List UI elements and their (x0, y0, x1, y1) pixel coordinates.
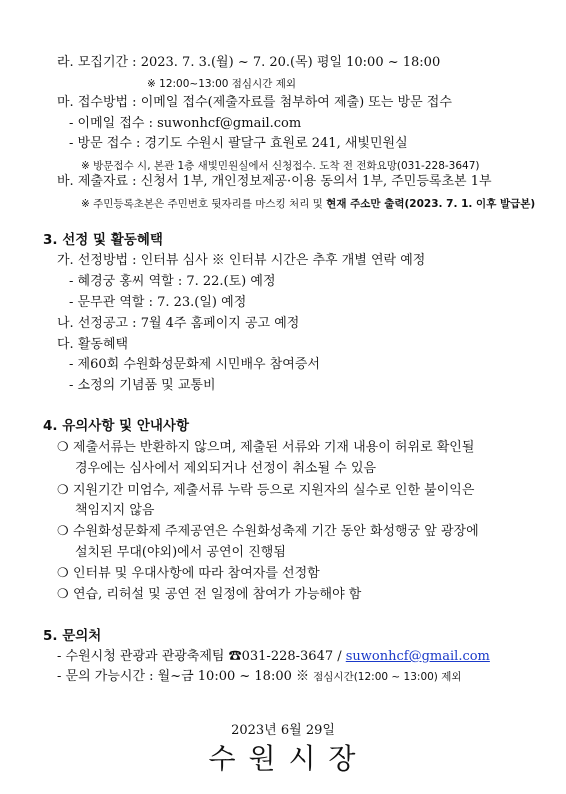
notice-item-3-line-2: 설치된 무대(야외)에서 공연이 진행됨 (75, 545, 286, 560)
notice-item-4 (57, 566, 320, 582)
resident-record-note (81, 196, 535, 212)
lunch-note: ※ 12:00~13:00 점심시간 제외 (147, 78, 296, 90)
selection-method: 가. 선정방법 : 인터뷰 심사 ※ 인터뷰 시간은 추후 개별 연락 예정 (57, 253, 426, 268)
inquiry-hours (57, 669, 462, 685)
section-3-heading: 3. 선정 및 활동혜택 (43, 232, 163, 248)
issue-date: 2023년 6월 29일 (231, 723, 335, 738)
resident-record-note-text: ※ 주민등록초본은 주민번호 뒷자리를 마스킹 처리 및 (81, 198, 327, 210)
email-submission: - 이메일 접수 : suwonhcf@gmail.com (69, 116, 302, 131)
benefit-certificate: - 제60회 수원화성문화제 시민배우 참여증서 (69, 357, 320, 372)
contact-line (57, 649, 490, 665)
submission-documents: 바. 제출자료 : 신청서 1부, 개인정보제공·이용 동의서 1부, 주민등록초본 1부 (57, 174, 492, 189)
role-munmugwan: - 문무관 역할 : 7. 23.(일) 예정 (69, 295, 247, 310)
notice-item-3-line-1: 수원화성문화제 주제공연은 수원화성축제 기간 동안 화성행궁 앞 광장에 (73, 524, 479, 539)
notice-item-1 (57, 440, 474, 456)
inquiry-hours-text: - 문의 가능시간 : 월~금 10:00 ~ 18:00 ※ (57, 669, 314, 684)
selection-announcement: 나. 선정공고 : 7월 4주 홈페이지 공고 예정 (57, 316, 300, 331)
role-hyegyeonggung: - 혜경궁 홍씨 역할 : 7. 22.(토) 예정 (69, 274, 276, 289)
notice-item-1-line-2: 경우에는 심사에서 제외되거나 선정이 취소될 수 있음 (75, 461, 377, 476)
visit-submission: - 방문 접수 : 경기도 수원시 팔달구 효원로 241, 새빛민원실 (69, 136, 408, 151)
bullet-circle-icon: ❍ (57, 566, 69, 581)
inquiry-hours-note: 점심시간(12:00 ~ 13:00) 제외 (313, 671, 462, 683)
resident-record-note-emphasis: 현재 주소만 출력(2023. 7. 1. 이후 발급본) (326, 198, 536, 210)
section-5-heading: 5. 문의처 (43, 628, 102, 644)
notice-item-2-line-2: 책임지지 않음 (75, 503, 155, 518)
contact-email-link[interactable]: suwonhcf@gmail.com (345, 649, 490, 664)
notice-item-5 (57, 587, 361, 603)
benefit-gifts: - 소정의 기념품 및 교통비 (69, 378, 216, 393)
submission-method: 마. 접수방법 : 이메일 접수(제출자료를 첨부하여 제출) 또는 방문 접수 (57, 95, 452, 110)
section-4-heading: 4. 유의사항 및 안내사항 (43, 418, 189, 434)
bullet-circle-icon: ❍ (57, 524, 69, 539)
notice-item-5-text: 연습, 리허설 및 공연 전 일정에 참여가 가능해야 함 (73, 587, 362, 602)
bullet-circle-icon: ❍ (57, 587, 69, 602)
recruitment-period: 라. 모집기간 : 2023. 7. 3.(월) ~ 7. 20.(목) 평일 10:00 ~ 18:00 (57, 55, 441, 70)
notice-item-4-text: 인터뷰 및 우대사항에 따라 참여자를 선정함 (73, 566, 320, 581)
notice-item-3 (57, 524, 479, 540)
visit-note: ※ 방문접수 시, 본관 1층 새빛민원실에서 신청접수. 도착 전 전화요망(031-228-3647) (81, 160, 480, 172)
notice-item-2 (57, 483, 474, 499)
notice-item-2-line-1: 지원기간 미엄수, 제출서류 누락 등으로 지원자의 실수로 인한 불이익은 (73, 483, 475, 498)
notice-item-1-line-1: 제출서류는 반환하지 않으며, 제출된 서류와 기재 내용이 허위로 확인될 (73, 440, 475, 455)
activity-benefits: 다. 활동혜택 (57, 337, 129, 352)
contact-text: - 수원시청 관광과 관광축제팀 ☎031-228-3647 / (57, 649, 346, 664)
bullet-circle-icon: ❍ (57, 483, 69, 498)
mayor-signature: 수 원 시 장 (208, 742, 358, 775)
bullet-circle-icon: ❍ (57, 440, 69, 455)
